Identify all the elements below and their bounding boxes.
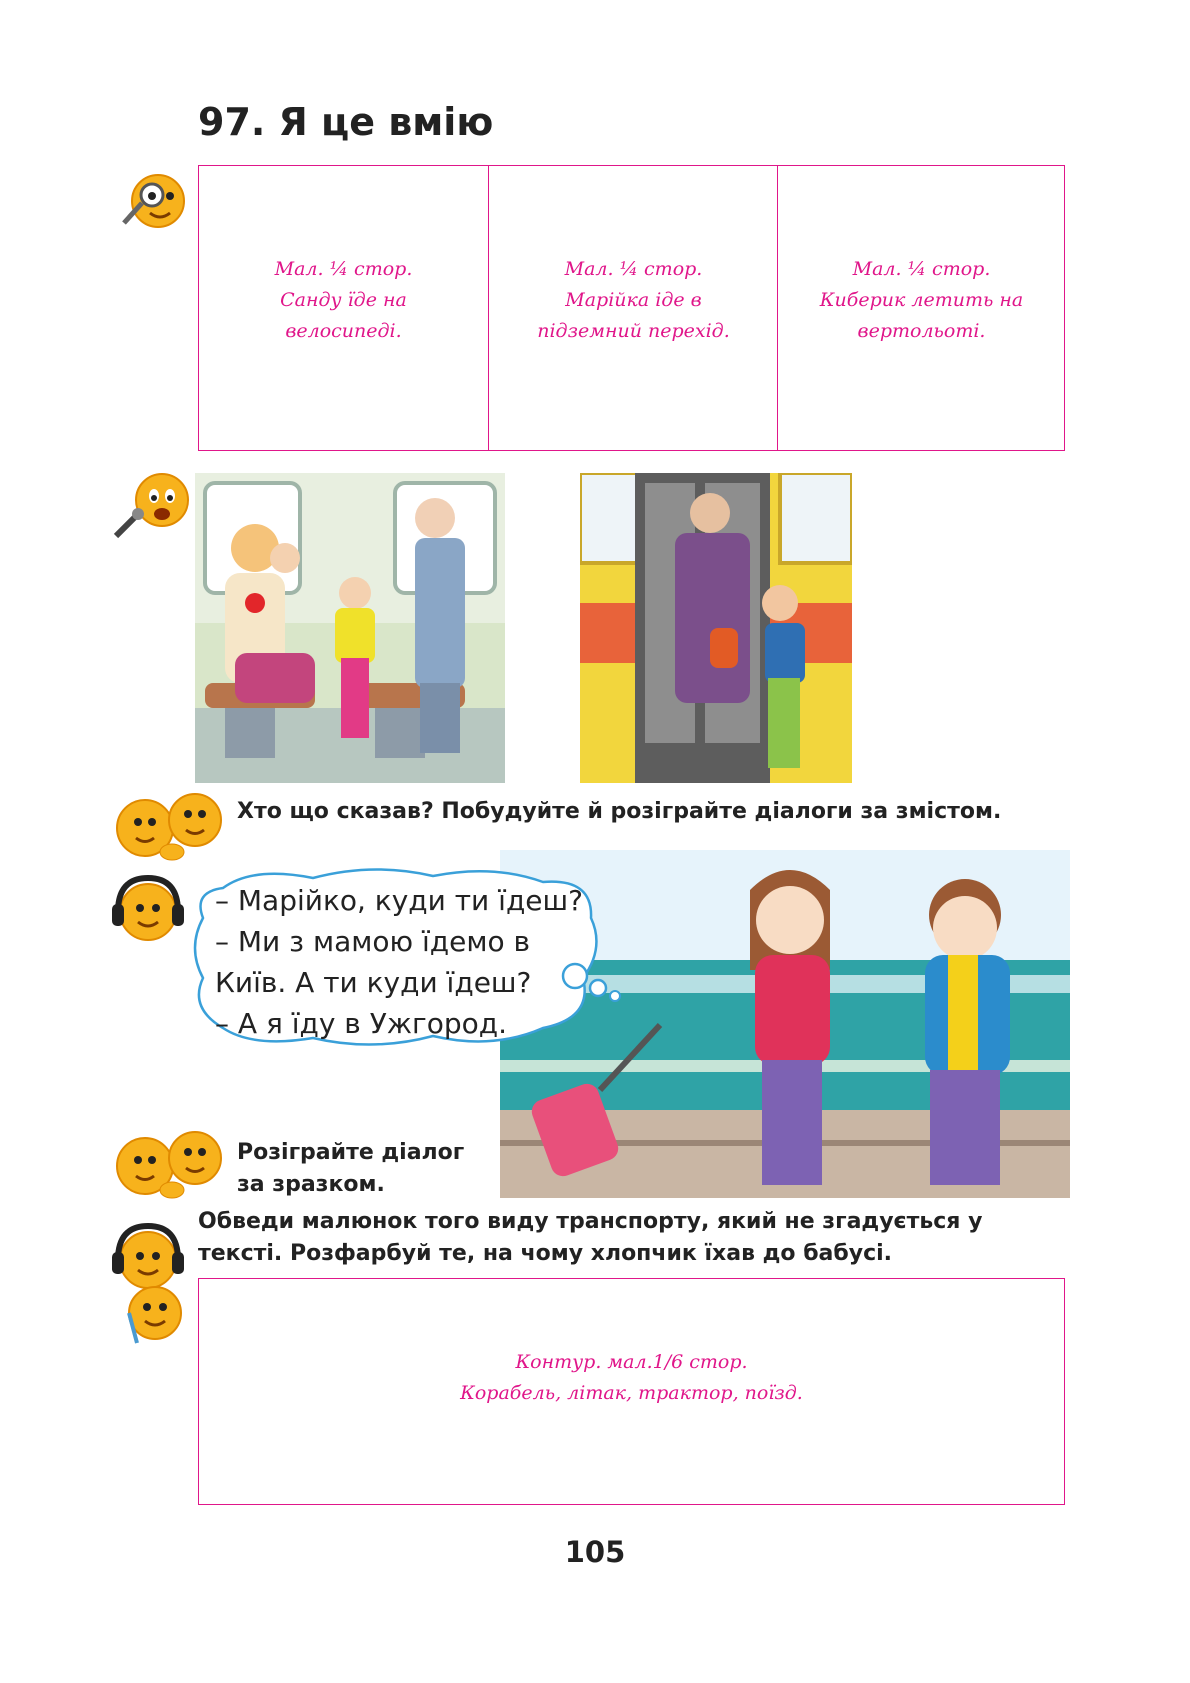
dialogue-line: Київ. А ти куди їдеш? (215, 966, 532, 999)
task-2-instruction: Розіграйте діалог за зразком. (237, 1140, 465, 1197)
placeholder-cell-3: Мал. ¼ стор. Киберик летить на вертольоті. (777, 166, 1065, 450)
placeholder-cell-1: Мал. ¼ стор. Санду їде на велосипеді. (274, 258, 413, 342)
page-title: 97. Я це вмію (198, 100, 494, 144)
dialogue-line: – Ми з мамою їдемо в (215, 925, 530, 958)
pair-emoji-icon (110, 790, 230, 865)
magnifier-emoji-icon (110, 165, 190, 235)
task-1-instruction: Хто що сказав? Побудуйте й розіграйте діалоги за змістом. (237, 799, 1002, 824)
dialogue-line: – Марійко, куди ти їдеш? (215, 884, 584, 917)
placeholder-cell-2: Мал. ¼ стор. Марійка іде в підземний перехід. (488, 166, 778, 450)
top-illustration-frame (198, 165, 1065, 451)
placeholder-line: Корабель, літак, трактор, поїзд. (460, 1382, 803, 1404)
dialogue-line: – А я їду в Ужгород. (215, 1007, 508, 1040)
tram-interior-illustration (195, 473, 505, 783)
bus-door-illustration (580, 473, 852, 783)
pencil-emoji-icon (115, 1283, 185, 1353)
page-number: 105 (564, 1535, 626, 1569)
placeholder-line: Контур. мал.1/6 стор. (515, 1351, 748, 1373)
task-3-instruction: Обведи малюнок того виду транспорту, який не згадується у тексті. Розфарбуй те, на чому хлопчик їхав до бабусі. (198, 1209, 983, 1266)
pair-emoji-icon (110, 1128, 230, 1203)
headphones-emoji-icon (110, 870, 185, 950)
dialogue-text (215, 880, 615, 1044)
microphone-emoji-icon (110, 470, 195, 542)
bottom-illustration-frame (198, 1278, 1065, 1505)
